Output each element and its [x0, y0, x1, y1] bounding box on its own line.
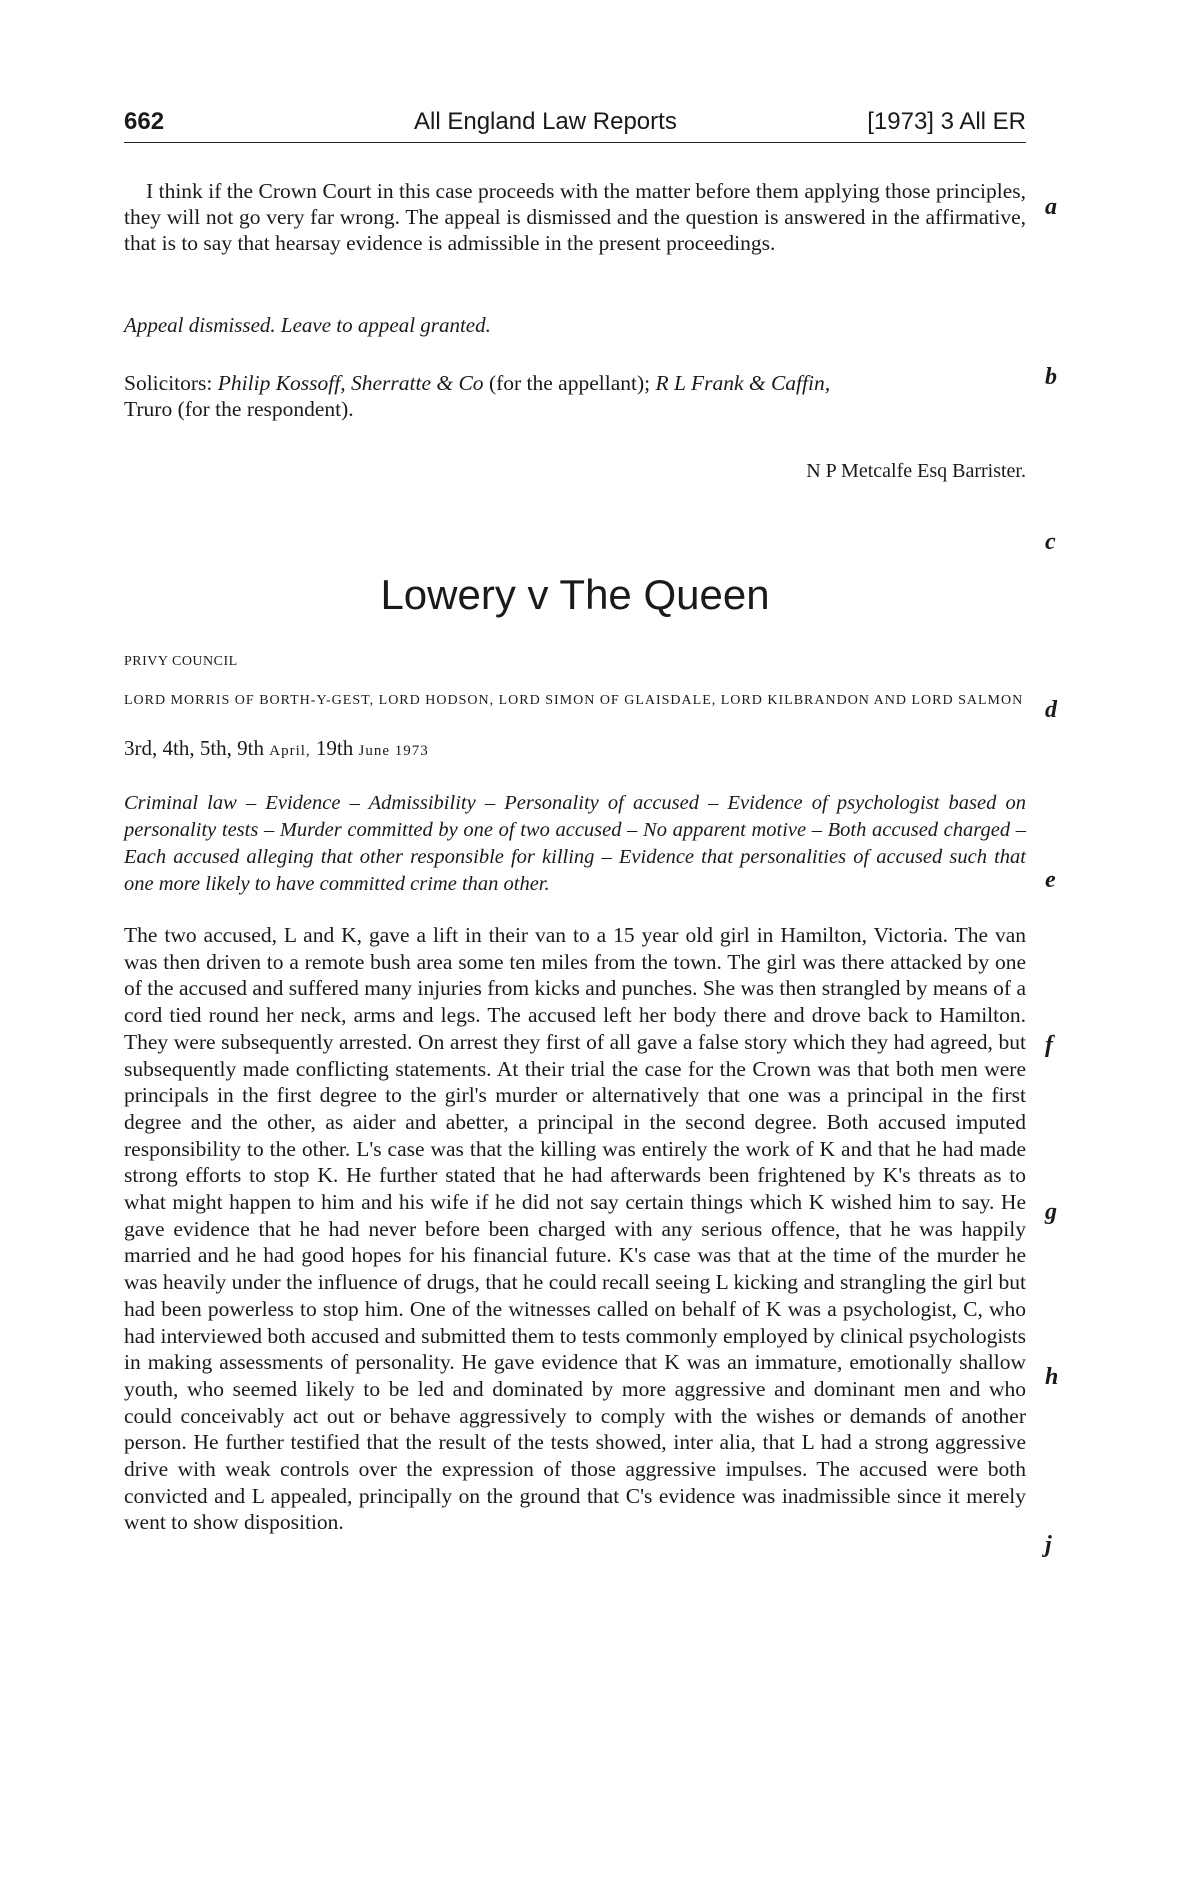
closing-paragraph: I think if the Crown Court in this case proceeds with the matter before them applying those principles, they will not go very far wrong. The appeal is dismissed and the question is answered in the affirmative, that is to say that hearsay evidence is admissible in the present proceedings. [124, 179, 1026, 255]
margin-letter-e: e [1045, 867, 1056, 893]
margin-letter-f: f [1045, 1032, 1053, 1058]
page-number: 662 [124, 108, 165, 135]
margin-letter-h: h [1045, 1364, 1059, 1390]
case-title: Lowery v The Queen [380, 571, 770, 618]
dates-april: April, [269, 743, 311, 759]
hearing-dates [124, 734, 1026, 765]
margin-letter-b: b [1045, 364, 1057, 390]
dates-june: June 1973 [358, 743, 429, 759]
reporter-credit: N P Metcalfe Esq Barrister. [806, 460, 1026, 482]
margin-letter-d: d [1045, 697, 1057, 723]
solicitors-label: Solicitors: [124, 371, 213, 395]
solicitors-note [124, 370, 1026, 422]
margin-letter-g: g [1045, 1199, 1057, 1225]
appellant-solicitors: Philip Kossoff, Sherratte & Co [217, 371, 484, 395]
volume-reference: [1973] 3 All ER [867, 108, 1026, 135]
margin-letter-c: c [1045, 529, 1056, 555]
margin-letter-j: j [1045, 1532, 1052, 1558]
running-header [124, 108, 1026, 143]
publication-title: All England Law Reports [414, 108, 677, 135]
headnote: The two accused, L and K, gave a lift in their van to a 15 year old girl in Hamilton, Victoria. The van was then driven to a remote bush area some ten miles from the town. The girl was there attacked by one of the accused and suffered many injuries from kicks and punches. She was then strangled by means of a cord tied round her neck, arms and legs. The accused left her body there and drove back to Hamilton. They were subsequently arrested. On arrest they first of all gave a false story which they had agreed, but subsequently made conflicting statements. At their trial the case for the Crown was that both men were principals in the first degree to the girl's murder or alternatively that one was a principal in the first degree and the other, as aider and abetter, a principal in the second degree. Both accused imputed responsibility to the other. L's case was that the killing was entirely the work of K and that he had made strong efforts to stop K. He further stated that he had afterwards been frightened by K's threats as to what might happen to him and his wife if he did not say certain things which K wished him to say. He gave evidence that he had never before been charged with any serious offence, that he was happily married and he had good hopes for his financial future. K's case was that at the time of the murder he was heavily under the influence of drugs, that he could recall seeing L kicking and strangling the girl but had been powerless to stop him. One of the witnesses called on behalf of K was a psychologist, C, who had interviewed both accused and submitted them to tests commonly employed by clinical psychologists in making assessments of personality. He gave evidence that K was an immature, emotionally shallow youth, who seemed likely to be led and dominated by more aggressive and dominant men and who could conceivably act out or behave aggressively to comply with the wishes or demands of another person. He further testified that the result of the tests showed, inter alia, that L had a strong aggressive drive with weak controls over the expression of those aggressive impulses. The accused were both convicted and L appealed, principally on the ground that C's evidence was inadmissible since it merely went to show disposition. [124, 923, 1026, 1535]
respondent-role: Truro (for the respondent). [124, 397, 354, 421]
court-name: PRIVY COUNCIL [124, 654, 238, 669]
catchwords: Criminal law – Evidence – Admissibility – Personality of accused – Evidence of psychologist based on personality tests – Murder committed by one of two accused – No apparent motive – Both accused charged – Each accused alleging that other responsible for killing – Evidence that personalities of accused such that one more likely to have committed crime than other. [124, 792, 1026, 895]
appellant-role: (for the appellant); [488, 371, 651, 395]
judges-list: LORD MORRIS OF BORTH-Y-GEST, LORD HODSON, LORD SIMON OF GLAISDALE, LORD KILBRANDON AND LORD SALMON [124, 693, 1024, 708]
dates-days: 3rd, 4th, 5th, 9th [124, 736, 264, 760]
dates-june-day: 19th [315, 736, 354, 760]
margin-letter-a: a [1045, 194, 1057, 220]
disposition: Appeal dismissed. Leave to appeal granted. [124, 313, 491, 337]
respondent-solicitors: R L Frank & Caffin, [655, 371, 831, 395]
